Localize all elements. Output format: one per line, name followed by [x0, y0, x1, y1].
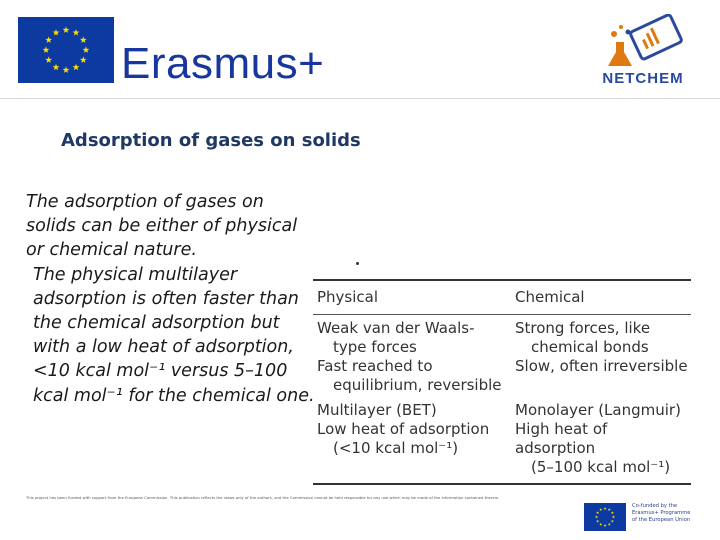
table-header-row	[313, 281, 691, 315]
table-row	[313, 401, 691, 420]
eu-star-icon	[80, 56, 87, 63]
cell-physical-layer: Multilayer (BET)	[317, 401, 437, 419]
eu-star-icon	[595, 515, 598, 518]
netchem-wordmark: NETCHEM	[602, 70, 684, 87]
eu-star-icon	[43, 46, 50, 53]
eu-flag-icon	[18, 17, 114, 83]
body-text	[26, 190, 316, 408]
eu-star-icon	[611, 511, 614, 514]
cell-physical-heat	[313, 420, 513, 477]
table-row	[313, 319, 691, 357]
cell-line: chemical bonds	[531, 338, 649, 356]
cell-line: Weak van der Waals-	[317, 319, 475, 337]
cell-chemical-heat	[513, 420, 691, 477]
cell-chemical-equilibrium	[513, 357, 691, 395]
cell-physical-equilibrium	[313, 357, 513, 395]
cell-line: (<10 kcal mol⁻¹)	[333, 439, 459, 457]
eu-star-icon	[63, 26, 70, 33]
eu-star-icon	[53, 64, 60, 71]
cofunded-line: of the European Union	[632, 517, 691, 523]
eu-star-icon	[63, 66, 70, 73]
cell-line: (5–100 kcal mol⁻¹)	[531, 458, 671, 476]
eu-star-icon	[45, 56, 52, 63]
eu-star-icon	[612, 515, 615, 518]
eu-star-icon	[608, 523, 611, 526]
cofunded-line: Erasmus+ Programme	[632, 510, 691, 516]
funding-disclaimer: This project has been funded with support from the European Commission. This publication reflects the views only of the authors, and the Commission cannot be held responsible for any use which may be made of the information contained therein.	[26, 495, 500, 500]
stray-dot	[356, 262, 359, 265]
cell-line: Strong forces, like	[515, 319, 651, 337]
cell-line: Slow, often irreversible	[515, 357, 688, 375]
table-row	[313, 357, 691, 395]
header-physical: Physical	[317, 288, 379, 306]
eu-star-icon	[603, 524, 606, 527]
eu-star-icon	[599, 508, 602, 511]
cell-line: Low heat of adsorption	[317, 420, 490, 438]
cell-line: Fast reached to	[317, 357, 433, 375]
table-body	[313, 315, 691, 483]
eu-star-icon	[599, 523, 602, 526]
eu-star-icon	[596, 511, 599, 514]
paragraph-2: The physical multilayer adsorption is often faster than the chemical adsorption but with a low heat of adsorption, <10 kcal mol⁻¹ versus 5–100 kcal mol⁻¹ for the chemical one.	[33, 264, 315, 406]
eu-star-icon	[53, 29, 60, 36]
eu-star-icon	[603, 507, 606, 510]
cofunded-line: Co-funded by the	[632, 503, 678, 509]
paragraph-1: The adsorption of gases on solids can be either of physical or chemical nature.	[26, 192, 298, 261]
cell-line: equilibrium, reversible	[333, 376, 502, 394]
header-chemical: Chemical	[515, 288, 585, 306]
eu-star-icon	[83, 46, 90, 53]
eu-star-icon	[611, 520, 614, 523]
cell-chemical-layer: Monolayer (Langmuir)	[515, 401, 681, 419]
cell-physical-forces	[313, 319, 513, 357]
cell-chemical-forces	[513, 319, 691, 357]
eu-star-icon	[596, 520, 599, 523]
cell-line: High heat of adsorption	[515, 420, 608, 457]
eu-star-icon	[45, 36, 52, 43]
eu-star-icon	[608, 508, 611, 511]
eu-star-icon	[80, 36, 87, 43]
eu-star-icon	[73, 64, 80, 71]
slide-title: Adsorption of gases on solids	[61, 130, 361, 151]
comparison-table	[313, 279, 691, 485]
cell-line: type forces	[333, 338, 417, 356]
header-divider	[0, 98, 720, 99]
eu-flag-small-icon	[584, 503, 626, 531]
eu-star-icon	[73, 29, 80, 36]
cofunded-label	[632, 503, 718, 524]
erasmus-plus-logo: Erasmus+	[121, 39, 325, 88]
table-row	[313, 420, 691, 477]
